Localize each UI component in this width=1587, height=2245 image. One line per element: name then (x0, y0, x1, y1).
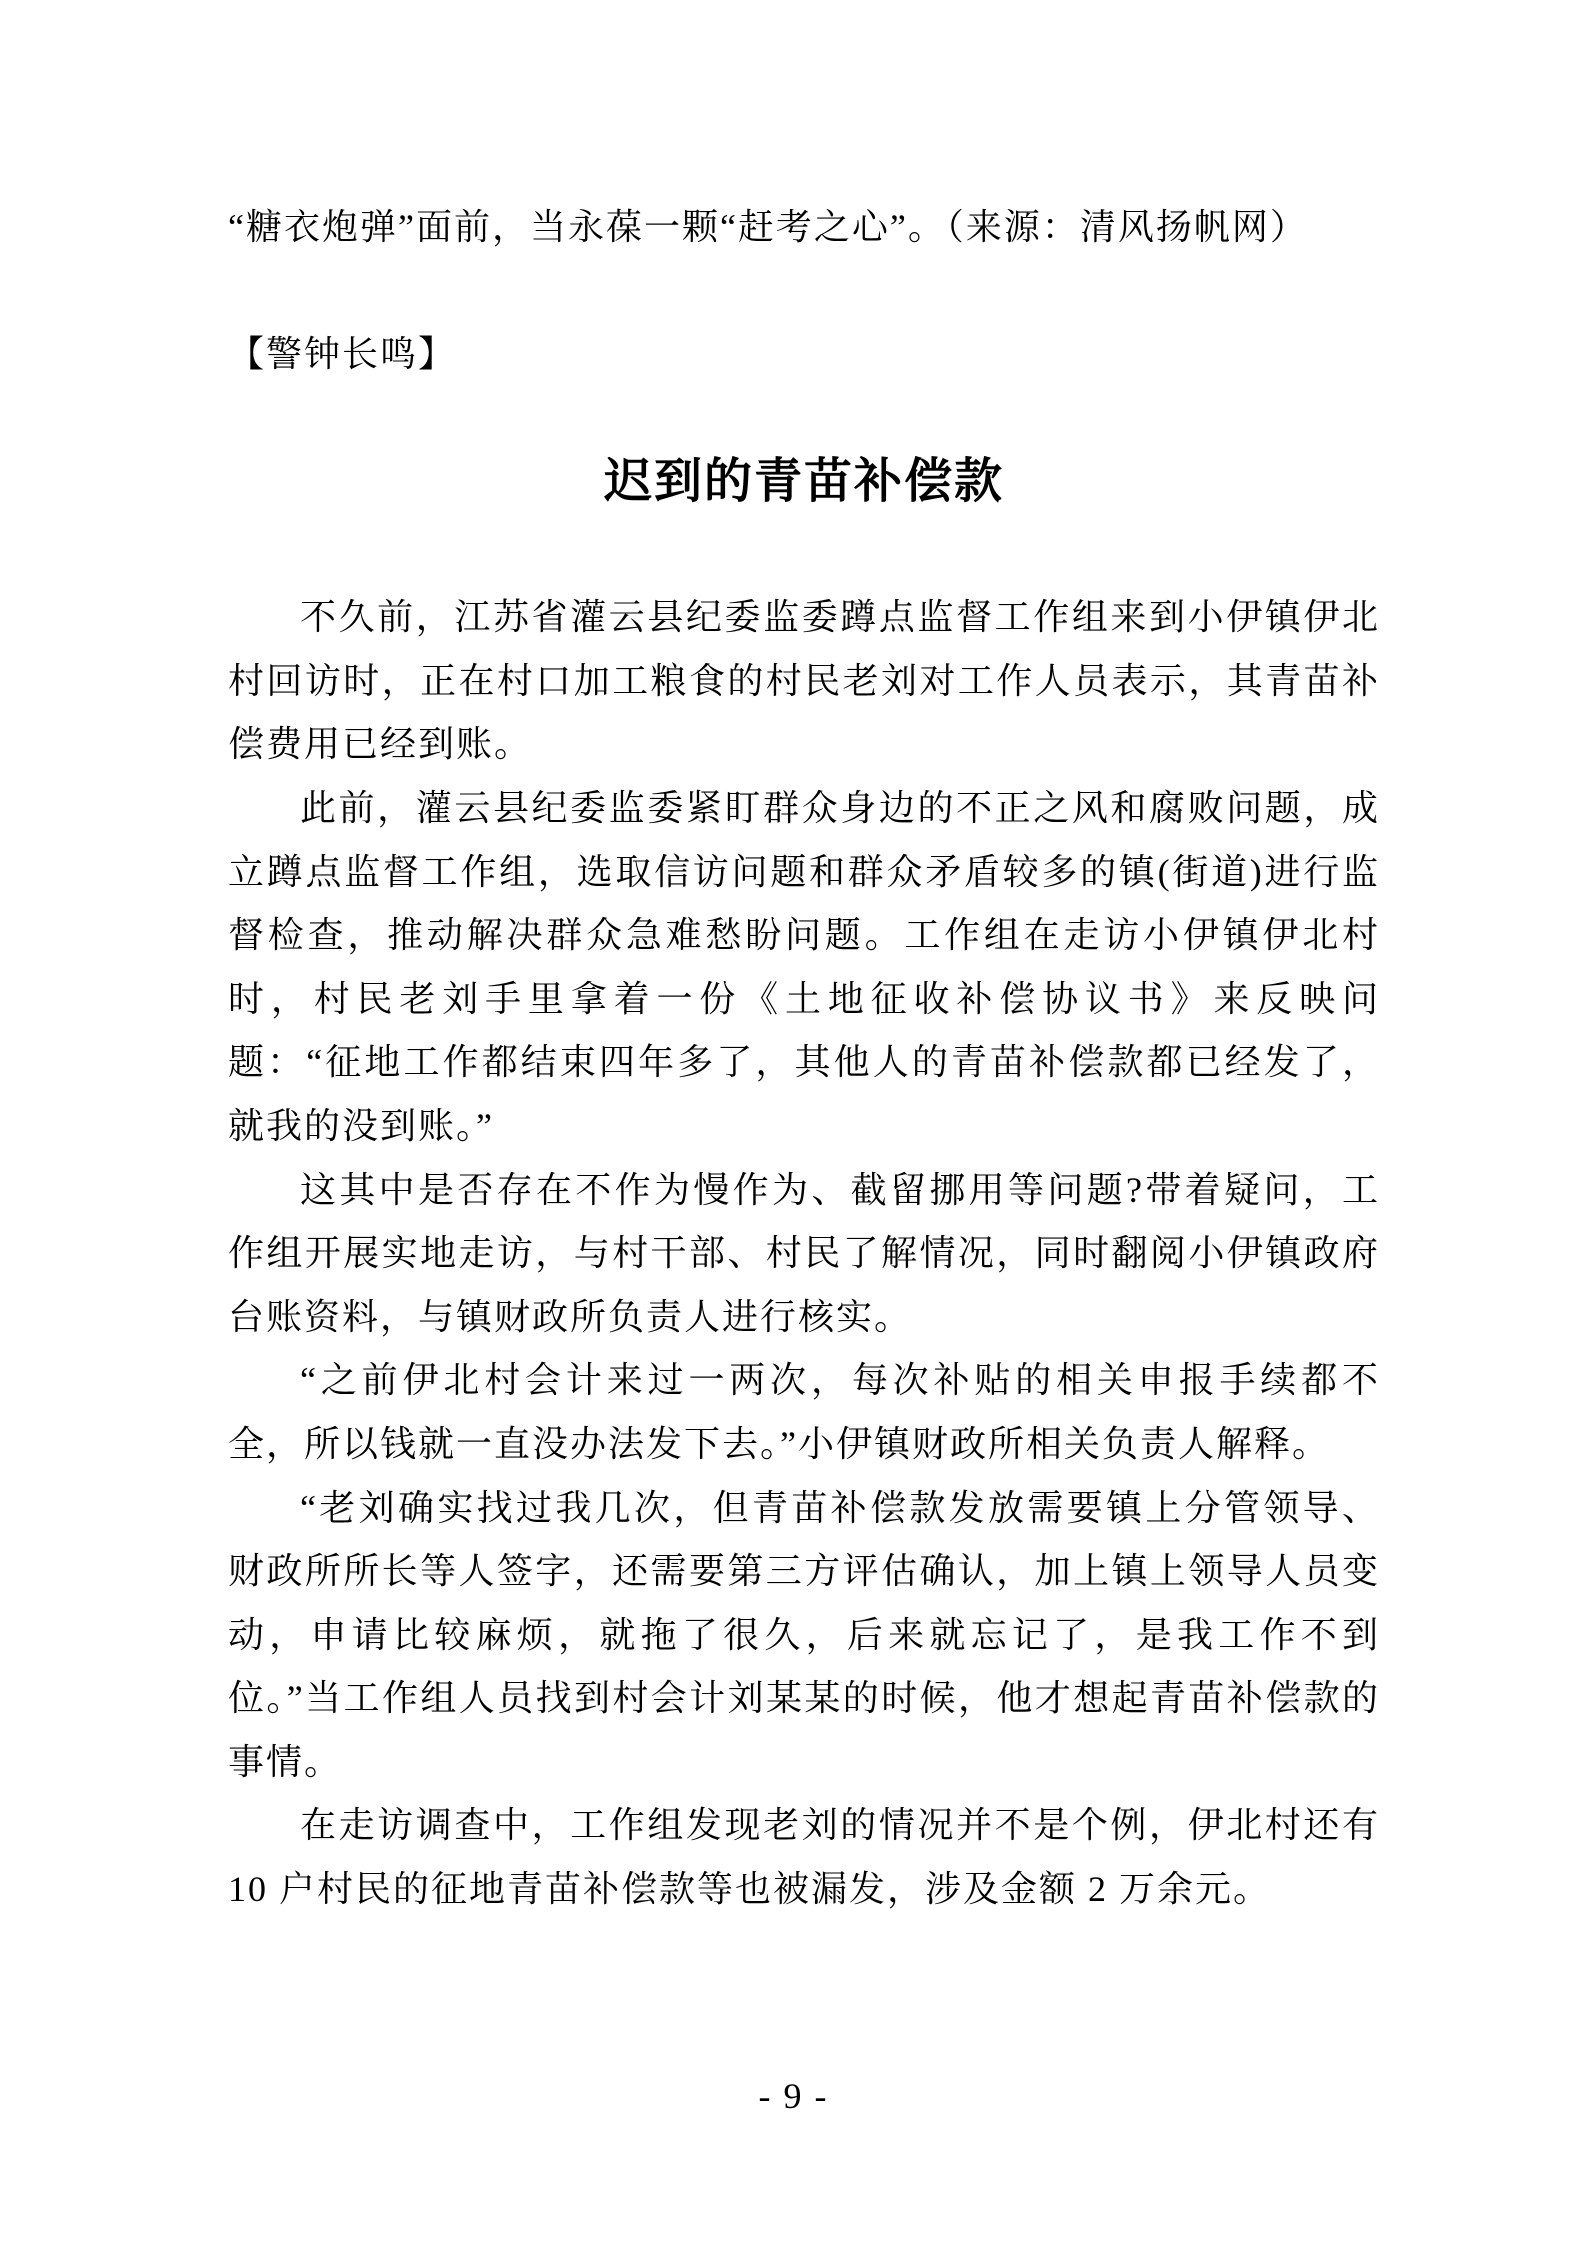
body-paragraph: 在走访调查中，工作组发现老刘的情况并不是个例，伊北村还有 10 户村民的征地青苗补偿款等也被漏发，涉及金额 2 万余元。 (228, 1805, 1380, 1910)
body-paragraph: “老刘确实找过我几次，但青苗补偿款发放需要镇上分管领导、财政所所长等人签字，还需要第三方评估确认，加上镇上领导人员变动，申请比较麻烦，就拖了很久，后来就忘记了，是我工作不到位。”当工作组人员找到村会计刘某某的时候，他才想起青苗补偿款的事情。 (228, 1487, 1380, 1782)
body-paragraph: 此前，灌云县纪委监委紧盯群众身边的不正之风和腐败问题，成立蹲点监督工作组，选取信访问题和群众矛盾较多的镇(街道)进行监督检查，推动解决群众急难愁盼问题。工作组在走访小伊镇伊北村时，村民老刘手里拿着一份《土地征收补偿协议书》来反映问题：“征地工作都结束四年多了，其他人的青苗补偿款都已经发了，就我的没到账。” (228, 787, 1380, 1146)
body-paragraph: 不久前，江苏省灌云县纪委监委蹲点监督工作组来到小伊镇伊北村回访时，正在村口加工粮食的村民老刘对工作人员表示，其青苗补偿费用已经到账。 (228, 597, 1380, 765)
page-content (228, 0, 1380, 1922)
section-header: 【警钟长鸣】 (228, 333, 457, 374)
page-number: - 9 - (758, 2076, 829, 2116)
lead-paragraph: “糖衣炮弹”面前，当永葆一颗“赶考之心”。（来源：清风扬帆网） (228, 207, 1308, 247)
article-title: 迟到的青苗补偿款 (603, 455, 1004, 509)
article-body (228, 586, 1380, 1921)
body-paragraph: “之前伊北村会计来过一两次，每次补贴的相关申报手续都不全，所以钱就一直没办法发下去。”小伊镇财政所相关负责人解释。 (228, 1360, 1380, 1464)
body-paragraph: 这其中是否存在不作为慢作为、截留挪用等问题?带着疑问，工作组开展实地走访，与村干部、村民了解情况，同时翻阅小伊镇政府台账资料，与镇财政所负责人进行核实。 (228, 1169, 1380, 1337)
